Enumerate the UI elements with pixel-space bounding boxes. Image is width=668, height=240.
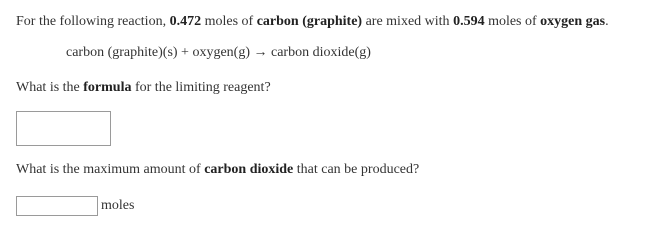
oxygen-moles-value: 0.594	[453, 14, 485, 29]
reaction-equation: carbon (graphite)(s) + oxygen(g) → carbon dioxide(g)	[66, 45, 371, 60]
question-reaction-intro	[16, 14, 609, 30]
intro-text: For the following reaction,	[16, 14, 170, 29]
intro-text-4: moles of	[484, 14, 541, 29]
intro-text-3: are mixed with	[362, 14, 454, 29]
intro-period: .	[605, 14, 609, 29]
intro-text-2: moles of	[201, 14, 257, 29]
formula-answer-box[interactable]	[16, 111, 111, 146]
amount-input[interactable]	[16, 196, 98, 216]
question-max-amount	[16, 162, 419, 178]
reactant-carbon: carbon (graphite)	[256, 14, 363, 29]
question2-text-2: for the limiting reagent?	[131, 80, 271, 95]
question-limiting-reagent	[16, 80, 271, 96]
carbon-moles-value: 0.472	[169, 14, 202, 29]
unit-label: moles	[101, 198, 135, 213]
question2-bold: formula	[83, 80, 132, 95]
question2-text: What is the	[16, 80, 84, 95]
reactant-oxygen: oxygen gas	[540, 14, 606, 29]
question3-text-2: that can be produced?	[293, 162, 420, 177]
question3-bold: carbon dioxide	[204, 162, 294, 177]
question3-text: What is the maximum amount of	[16, 162, 205, 177]
